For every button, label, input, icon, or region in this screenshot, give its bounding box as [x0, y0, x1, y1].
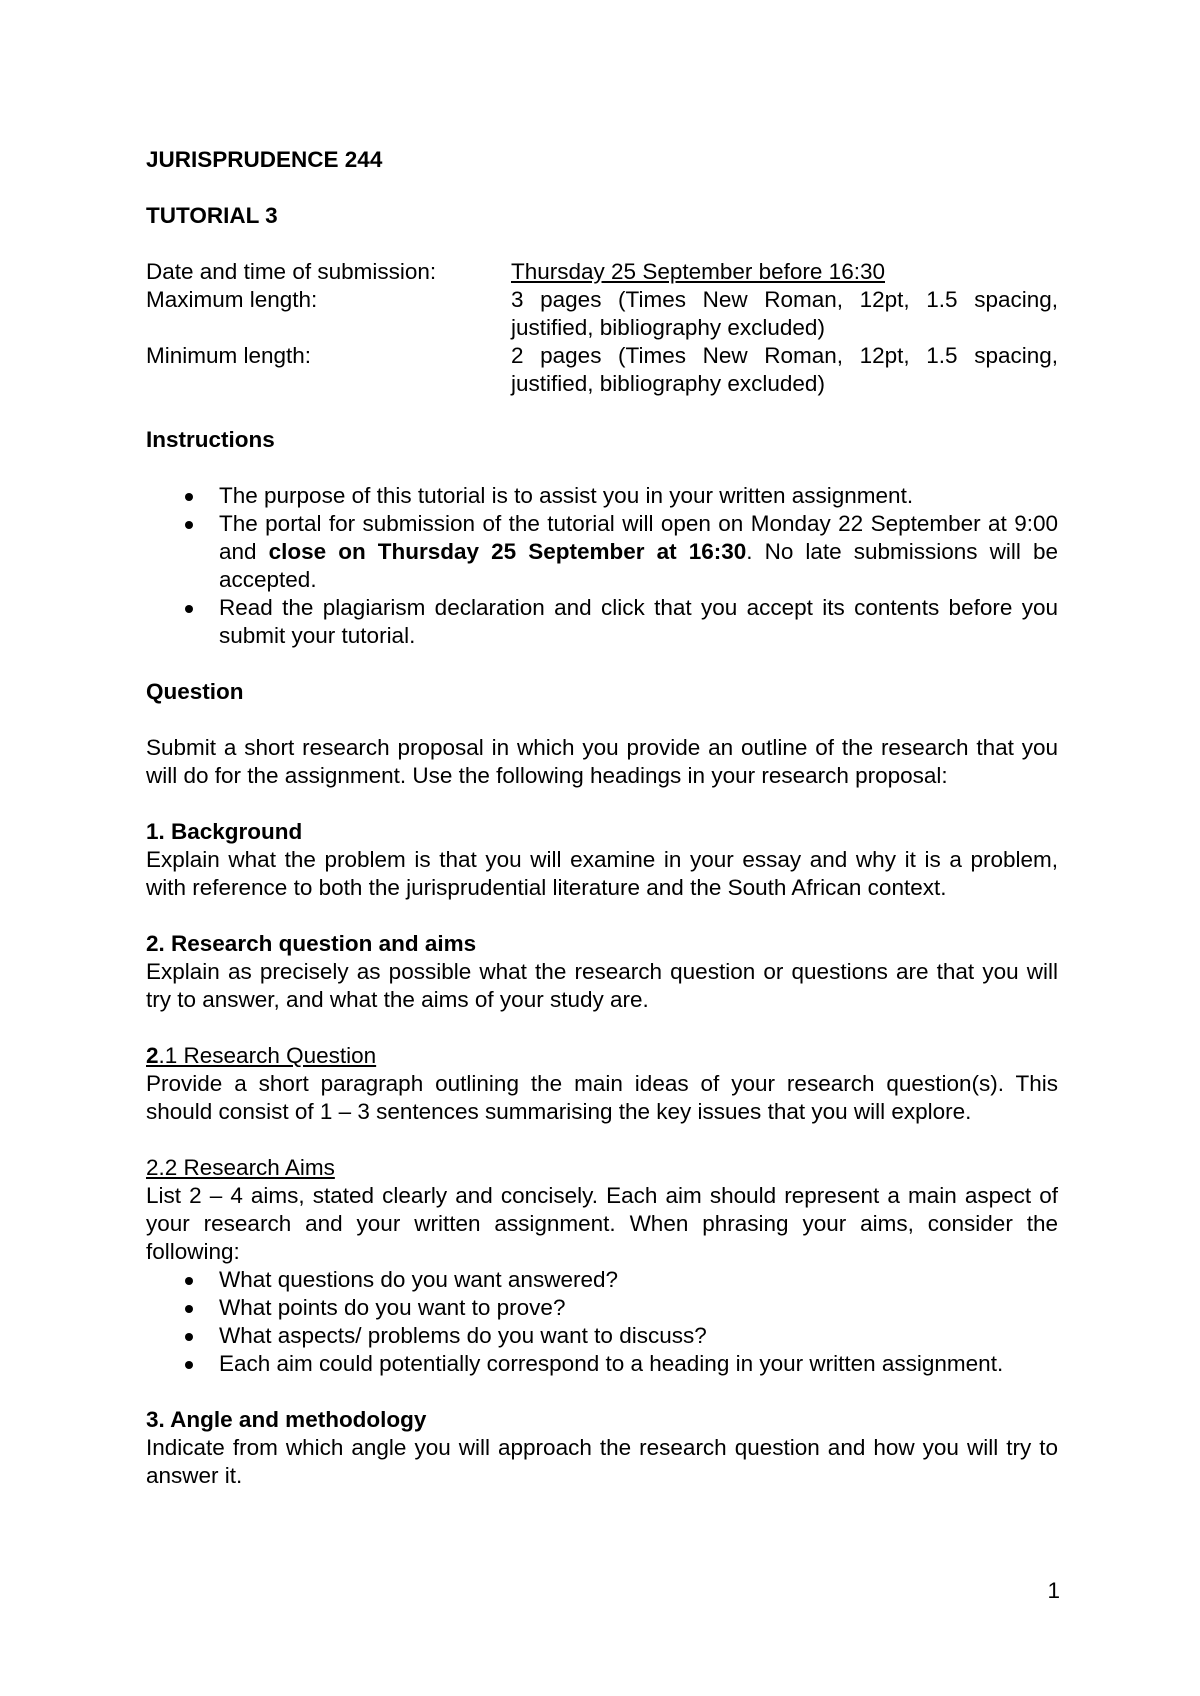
submission-details	[146, 258, 1058, 398]
submission-date-value: Thursday 25 September before 16:30	[511, 259, 885, 284]
research-aims-subheading: 2.2 Research Aims	[146, 1155, 335, 1180]
instructions-heading: Instructions	[146, 427, 275, 452]
minimum-length-row	[146, 342, 1058, 398]
research-aims-text: List 2 – 4 aims, stated clearly and concisely. Each aim should represent a main aspect of your research and your written assignment. When phrasing your aims, consider the following:	[146, 1183, 1058, 1264]
bullet-icon	[185, 493, 193, 501]
angle-methodology-text: Indicate from which angle you will approach the research question and how you will try to answer it.	[146, 1435, 1058, 1488]
angle-methodology-heading: 3. Angle and methodology	[146, 1407, 427, 1432]
minimum-length-label: Minimum length:	[146, 343, 312, 368]
bullet-icon	[185, 1333, 193, 1341]
subheading-text: .1 Research Question	[158, 1043, 377, 1068]
aim-text: What questions do you want answered?	[219, 1267, 618, 1292]
question-intro: Submit a short research proposal in which you provide an outline of the research that you will do for the assignment. Use the following headings in your research proposal:	[146, 735, 1058, 788]
instruction-text: Read the plagiarism declaration and click that you accept its contents before you submit your tutorial.	[219, 595, 1058, 648]
instruction-text: The portal for submission of the tutorial will open on Monday 22 September at 9:00 and	[219, 511, 1058, 564]
list-item	[146, 594, 1058, 650]
research-question-heading: 2. Research question and aims	[146, 931, 477, 956]
list-item	[146, 1322, 1058, 1350]
bullet-icon	[185, 521, 193, 529]
list-item	[146, 482, 1058, 510]
aims-list	[146, 1266, 1058, 1378]
subheading-number: 2	[146, 1043, 159, 1068]
instructions-list	[146, 482, 1058, 650]
submission-date-row	[146, 258, 1058, 286]
instruction-text: The purpose of this tutorial is to assist you in your written assignment.	[219, 483, 914, 508]
list-item	[146, 510, 1058, 594]
deadline-emphasis: close on Thursday 25 September at 16:30	[268, 539, 747, 564]
document-page	[146, 146, 1058, 1490]
aim-text: What points do you want to prove?	[219, 1295, 566, 1320]
aim-text: Each aim could potentially correspond to a heading in your written assignment.	[219, 1351, 1004, 1376]
minimum-length-value: 2 pages (Times New Roman, 12pt, 1.5 spacing, justified, bibliography excluded)	[511, 343, 1058, 396]
background-heading: 1. Background	[146, 819, 303, 844]
page-number: 1	[1047, 1578, 1060, 1603]
maximum-length-label: Maximum length:	[146, 287, 318, 312]
background-text: Explain what the problem is that you will examine in your essay and why it is a problem, with reference to both the jurisprudential literature and the South African context.	[146, 847, 1058, 900]
bullet-icon	[185, 1305, 193, 1313]
submission-date-label: Date and time of submission:	[146, 259, 437, 284]
aim-text: What aspects/ problems do you want to discuss?	[219, 1323, 707, 1348]
bullet-icon	[185, 1361, 193, 1369]
list-item	[146, 1294, 1058, 1322]
research-question-subheading	[146, 1042, 1058, 1070]
question-heading: Question	[146, 679, 244, 704]
list-item	[146, 1266, 1058, 1294]
maximum-length-row	[146, 286, 1058, 342]
maximum-length-value: 3 pages (Times New Roman, 12pt, 1.5 spacing, justified, bibliography excluded)	[511, 287, 1058, 340]
research-question-text: Explain as precisely as possible what the research question or questions are that you will try to answer, and what the aims of your study are.	[146, 959, 1058, 1012]
list-item	[146, 1350, 1058, 1378]
course-title: JURISPRUDENCE 244	[146, 147, 383, 172]
bullet-icon	[185, 1277, 193, 1285]
bullet-icon	[185, 605, 193, 613]
instruction-text: . No late submissions will be accepted.	[219, 539, 1058, 592]
tutorial-title: TUTORIAL 3	[146, 203, 278, 228]
research-question-description: Provide a short paragraph outlining the main ideas of your research question(s). This should consist of 1 – 3 sentences summarising the key issues that you will explore.	[146, 1071, 1058, 1124]
